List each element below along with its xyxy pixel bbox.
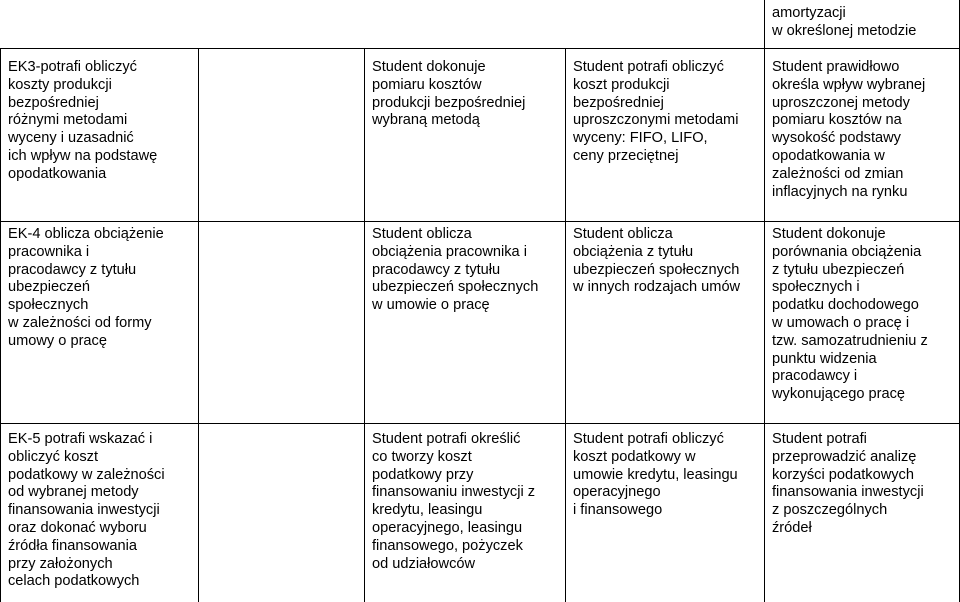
grade-2-cell bbox=[199, 57, 364, 59]
grade-2-cell bbox=[199, 429, 364, 431]
grade-5-cell: Student potrafi przeprowadzić analizę korzyści podatkowych finansowania inwestycji z poszczególnych źródeł bbox=[772, 431, 924, 536]
col-border-1 bbox=[198, 48, 199, 602]
grade-3-cell: Student potrafi określić co tworzy koszt podatkowy przy finansowaniu inwestycji z kredytu, leasingu operacyjnego, leasingu finansowego, pożyczek od udziałowców bbox=[372, 431, 536, 572]
learning-effect-cell: EK-4 oblicza obciążenie pracownika i pracodawcy z tytułu ubezpieczeń społecznych w zależności od formy umowy o pracę bbox=[8, 226, 164, 349]
learning-effect-cell: EK-5 potrafi wskazać i obliczyć koszt podatkowy w zależności od wybranej metody finansowania inwestycji oraz dokonać wyboru źródła finansowania przy założonych celach podatkowych bbox=[8, 431, 165, 590]
grade-4-cell: Student potrafi obliczyć koszt podatkowy w umowie kredytu, leasingu operacyjnego i finansowego bbox=[573, 431, 738, 519]
grade-3-cell: Student oblicza obciążenia pracownika i pracodawcy z tytułu ubezpieczeń społecznych w umowie o pracę bbox=[372, 226, 539, 314]
grade-3-cell: Student dokonuje pomiaru kosztów produkcji bezpośredniej wybraną metodą bbox=[372, 59, 526, 129]
header-bottom-border bbox=[0, 48, 960, 49]
learning-effect-cell: EK3-potrafi obliczyć koszty produkcji bezpośredniej różnymi metodami wyceny i uzasadnić ich wpływ na podstawę opodatkowania bbox=[8, 59, 158, 182]
grade-4-cell: Student potrafi obliczyć koszt produkcji bezpośredniej uproszczonymi metodami wyceny: FIFO, LIFO, ceny przeciętnej bbox=[573, 59, 739, 164]
row2-bottom-border bbox=[0, 423, 960, 424]
grade-4-cell: Student oblicza obciążenia z tytułu ubezpieczeń społecznych w innych rodzajach umów bbox=[573, 226, 741, 296]
row1-bottom-border bbox=[0, 221, 960, 222]
grade-5-cell: Student dokonuje porównania obciążenia z tytułu ubezpieczeń społecznych i podatku dochodowego w umowach o pracę i tzw. samozatrudnieniu z punktu widzenia pracodawcy i wykonującego pracę bbox=[772, 226, 928, 403]
grade-5-cell: Student prawidłowo określa wpływ wybranej uproszczonej metody pomiaru kosztów na wysokość podstawy opodatkowania w zależności od zmian inflacyjnych na rynku bbox=[772, 59, 926, 200]
grade-2-cell bbox=[199, 224, 364, 226]
header-cell-continuation: amortyzacji w określonej metodzie bbox=[772, 5, 917, 39]
